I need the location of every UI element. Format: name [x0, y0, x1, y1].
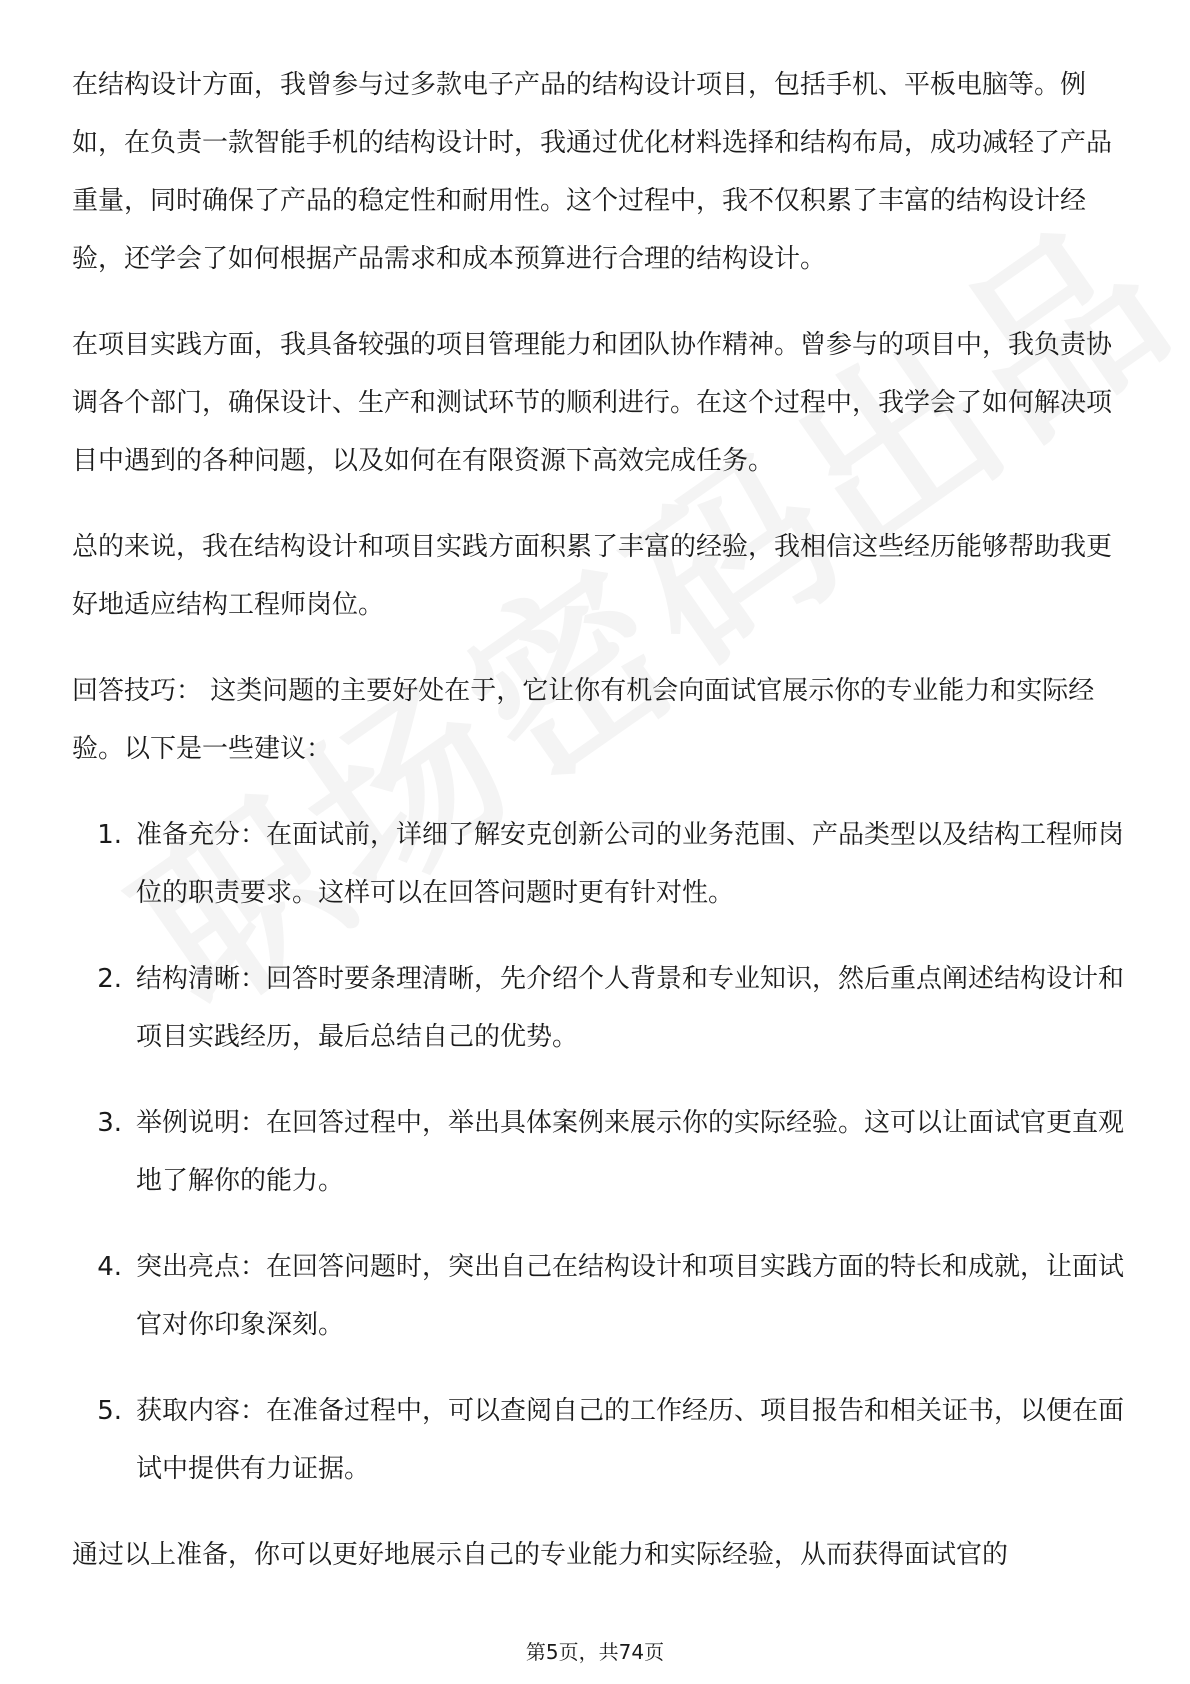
paragraph-structure-design: 在结构设计方面，我曾参与过多款电子产品的结构设计项目，包括手机、平板电脑等。例如，在负责一款智能手机的结构设计时，我通过优化材料选择和结构布局，成功减轻了产品重量，同时确保了产品的稳定性和耐用性。这个过程中，我不仅积累了丰富的结构设计经验，还学会了如何根据产品需求和成本预算进行合理的结构设计。 — [72, 70, 1113, 274]
paragraph-project-practice: 在项目实践方面，我具备较强的项目管理能力和团队协作精神。曾参与的项目中，我负责协调各个部门，确保设计、生产和测试环节的顺利进行。在这个过程中，我学会了如何解决项目中遇到的各种问题，以及如何在有限资源下高效完成任务。 — [72, 330, 1113, 476]
tips-list — [72, 806, 1132, 1498]
list-item-number: 2. — [97, 964, 122, 994]
list-item — [72, 806, 1132, 922]
list-item — [72, 1238, 1132, 1354]
page-number-footer: 第5页，共74页 — [525, 1640, 665, 1664]
paragraph-summary: 总的来说，我在结构设计和项目实践方面积累了丰富的经验，我相信这些经历能够帮助我更好地适应结构工程师岗位。 — [72, 532, 1113, 620]
paragraph-closing: 通过以上准备，你可以更好地展示自己的专业能力和实际经验，从而获得面试官的 — [72, 1540, 1009, 1570]
list-item — [72, 1382, 1132, 1498]
list-item-number: 5. — [97, 1396, 122, 1426]
list-item-number: 3. — [97, 1108, 122, 1138]
list-item-text: 准备充分：在面试前，详细了解安克创新公司的业务范围、产品类型以及结构工程师岗位的职责要求。这样可以在回答问题时更有针对性。 — [136, 820, 1125, 908]
list-item-number: 4. — [97, 1252, 122, 1282]
list-item-text: 突出亮点：在回答问题时，突出自己在结构设计和项目实践方面的特长和成就，让面试官对你印象深刻。 — [136, 1252, 1125, 1340]
list-item-text: 结构清晰：回答时要条理清晰，先介绍个人背景和专业知识，然后重点阐述结构设计和项目实践经历，最后总结自己的优势。 — [136, 964, 1125, 1052]
list-item — [72, 1094, 1132, 1210]
list-item — [72, 950, 1132, 1066]
list-item-text: 获取内容：在准备过程中，可以查阅自己的工作经历、项目报告和相关证书，以便在面试中提供有力证据。 — [136, 1396, 1125, 1484]
list-item-text: 举例说明：在回答过程中，举出具体案例来展示你的实际经验。这可以让面试官更直观地了解你的能力。 — [136, 1108, 1125, 1196]
paragraph-answer-tips: 回答技巧： 这类问题的主要好处在于，它让你有机会向面试官展示你的专业能力和实际经验。以下是一些建议： — [72, 676, 1095, 764]
page-content — [72, 56, 1132, 1612]
list-item-number: 1. — [97, 820, 122, 850]
